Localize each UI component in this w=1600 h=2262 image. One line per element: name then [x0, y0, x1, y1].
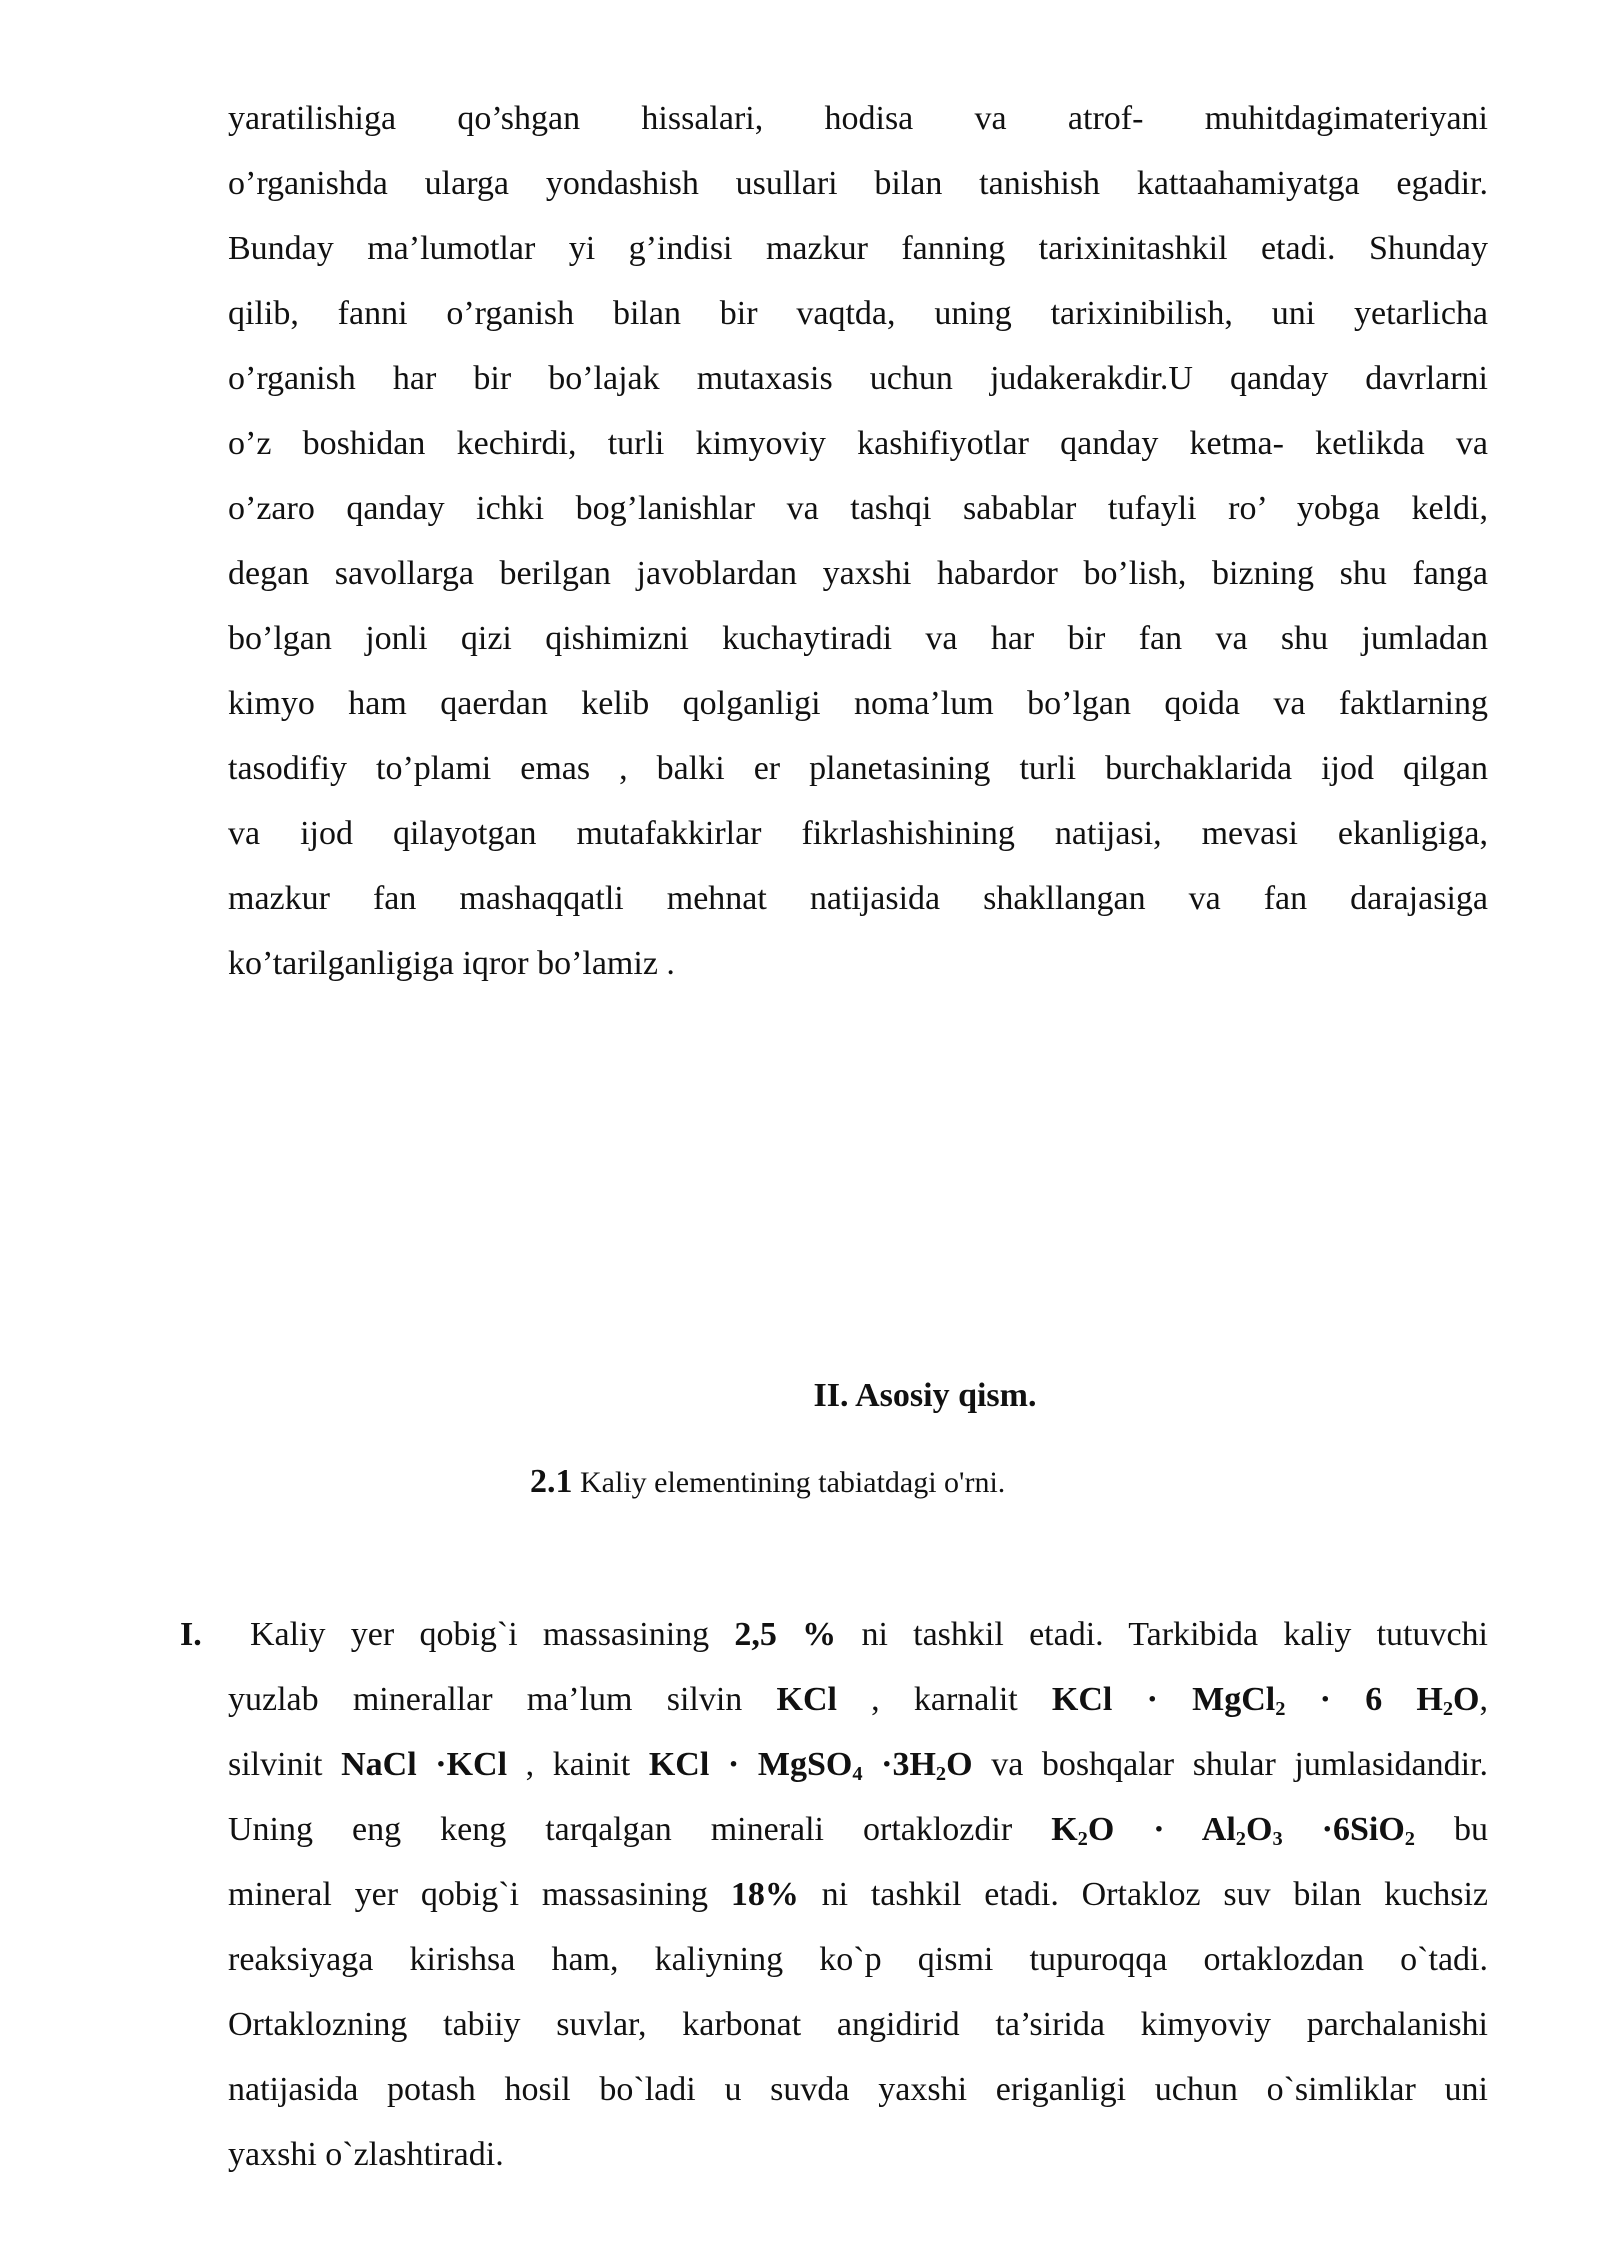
paragraph-line: silvinit NaCl ·KCl , kainit KCl · MgSO$_4$ $\cdot 3H_2O$ va boshqalar shular jumlasidandir. — [228, 1746, 1488, 1786]
list-marker: I. — [180, 1616, 202, 1653]
paragraph-line: mazkur fan mashaqqatli mehnat natijasida shakllangan va fan darajasiga — [228, 880, 1488, 917]
paragraph-line: yuzlab minerallar ma’lum silvin KCl , karnalit KCl · MgCl$_2$ · 6 $H_2O$, — [228, 1681, 1488, 1721]
paragraph-line: qilib, fanni o’rganish bilan bir vaqtda, uning tarixinibilish, uni yetarlicha — [228, 295, 1488, 332]
paragraph-line: ko’tarilganligiga iqror bo’lamiz . — [228, 945, 675, 982]
section-heading: II. Asosiy qism. — [813, 1377, 1037, 1414]
subsection-heading — [530, 1460, 1005, 1505]
paragraph-line: reaksiyaga kirishsa ham, kaliyning ko`p qismi tupuroqqa ortaklozdan o`tadi. — [228, 1941, 1488, 1978]
paragraph-line: natijasida potash hosil bo`ladi u suvda yaxshi eriganligi uchun o`simliklar uni — [228, 2071, 1488, 2108]
potassium-paragraph — [228, 1602, 1488, 2187]
paragraph-line: mineral yer qobig`i massasining 18% ni tashkil etadi. Ortakloz suv bilan kuchsiz — [228, 1876, 1488, 1913]
paragraph-line: o’rganishda ularga yondashish usullari bilan tanishish kattaahamiyatga egadir. — [228, 165, 1488, 202]
paragraph-line: Bunday ma’lumotlar yi g’indisi mazkur fanning tarixinitashkil etadi. Shunday — [228, 230, 1488, 267]
paragraph-line: va ijod qilayotgan mutafakkirlar fikrlashishining natijasi, mevasi ekanligiga, — [228, 815, 1488, 852]
paragraph-line: o’zaro qanday ichki bog’lanishlar va tashqi sabablar tufayli ro’ yobga keldi, — [228, 490, 1488, 527]
subsection-number: 2.1 — [530, 1463, 573, 1500]
paragraph-line: kimyo ham qaerdan kelib qolganligi noma’lum bo’lgan qoida va faktlarning — [228, 685, 1488, 722]
paragraph-line: yaratilishiga qo’shgan hissalari, hodisa va atrof- muhitdagimateriyani — [228, 100, 1488, 137]
paragraph-line: degan savollarga berilgan javoblardan yaxshi habardor bo’lish, bizning shu fanga — [228, 555, 1488, 592]
paragraph-line: Kaliy yer qobig`i massasining 2,5 % ni tashkil etadi. Tarkibida kaliy tutuvchi — [250, 1616, 1489, 1653]
paragraph-line: Ortaklozning tabiiy suvlar, karbonat angidirid ta’sirida kimyoviy parchalanishi — [228, 2006, 1488, 2043]
paragraph-line: yaxshi o`zlashtiradi. — [228, 2136, 504, 2173]
paragraph-line: Uning eng keng tarqalgan minerali ortaklozdir $K_2O \cdot Al_2O_3 \cdot 6SiO_2$ bu — [228, 1811, 1489, 1851]
paragraph-line: o’rganish har bir bo’lajak mutaxasis uchun judakerakdir.U qanday davrlarni — [228, 360, 1488, 397]
paragraph-line: o’z boshidan kechirdi, turli kimyoviy kashifiyotlar qanday ketma- ketlikda va — [228, 425, 1488, 462]
intro-paragraph — [228, 86, 1488, 996]
paragraph-line: tasodifiy to’plami emas , balki er planetasining turli burchaklarida ijod qilgan — [228, 750, 1488, 787]
paragraph-line: bo’lgan jonli qizi qishimizni kuchaytiradi va har bir fan va shu jumladan — [228, 620, 1488, 657]
subsection-title: Kaliy elementining tabiatdagi o'rni. — [580, 1466, 1006, 1499]
